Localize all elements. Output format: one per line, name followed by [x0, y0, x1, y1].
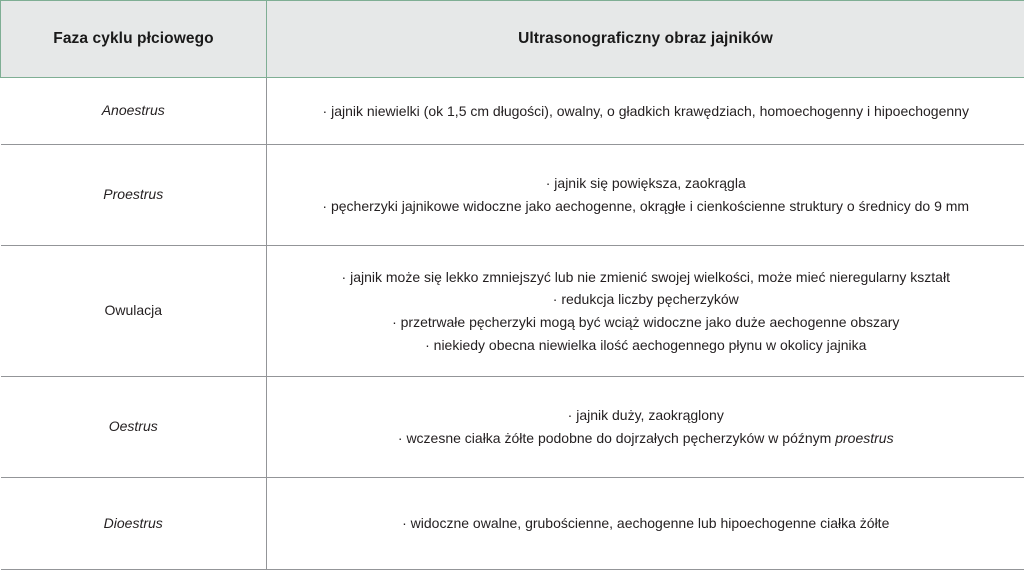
- table-row: [1, 78, 1024, 145]
- column-header-ultrasound-image: Ultrasonograficzny obraz jajników: [267, 1, 1024, 78]
- phase-label: Oestrus: [108, 418, 158, 435]
- description-lines: [279, 100, 1013, 123]
- table-body: [1, 78, 1024, 570]
- table-row: [1, 145, 1024, 246]
- description-line: · jajnik się powiększa, zaokrągla: [545, 175, 746, 192]
- cell-phase: [1, 246, 267, 377]
- cell-description: [267, 377, 1024, 478]
- header-row: [1, 1, 1024, 78]
- description-line: · jajnik niewielki (ok 1,5 cm długości), owalny, o gładkich krawędziach, homoechogenny i hipoechogenny: [322, 102, 969, 119]
- cell-phase: [1, 145, 267, 246]
- description-line: · niekiedy obecna niewielka ilość aechogennego płynu w okolicy jajnika: [425, 336, 867, 353]
- cell-description: [267, 246, 1024, 377]
- cell-phase: [1, 78, 267, 145]
- description-lines: [279, 512, 1013, 535]
- table-header: [1, 1, 1024, 78]
- column-header-phase: Faza cyklu płciowego: [1, 1, 267, 78]
- description-text: · wczesne ciałka żółte podobne do dojrzałych pęcherzyków w późnym: [397, 430, 836, 446]
- cell-description: [267, 145, 1024, 246]
- phase-label: Owulacja: [104, 302, 163, 319]
- phase-label: Anoestrus: [101, 102, 165, 119]
- phase-label: Dioestrus: [103, 514, 163, 531]
- latin-term: proestrus: [835, 430, 894, 446]
- description-line: · jajnik może się lekko zmniejszyć lub nie zmienić swojej wielkości, może mieć nieregularny kształt: [341, 268, 950, 285]
- cell-phase: [1, 478, 267, 570]
- description-line: · jajnik duży, zaokrąglony: [567, 407, 724, 424]
- table-row: [1, 246, 1024, 377]
- description-line: · redukcja liczby pęcherzyków: [552, 291, 739, 308]
- description-lines: [279, 404, 1013, 449]
- description-line: · przetrwałe pęcherzyki mogą być wciąż widoczne jako duże aechogenne obszary: [392, 314, 900, 330]
- description-line-rich: [279, 427, 1013, 450]
- phase-label: Proestrus: [103, 186, 164, 203]
- description-line: · widoczne owalne, grubościenne, aechogenne lub hipoechogenne ciałka żółte: [402, 515, 890, 532]
- table-row: [1, 377, 1024, 478]
- cell-description: [267, 478, 1024, 570]
- description-lines: [279, 266, 1013, 357]
- table-row: [1, 478, 1024, 570]
- description-line: · pęcherzyki jajnikowe widoczne jako aechogenne, okrągłe i cienkościenne struktury o średnicy do 9 mm: [322, 198, 970, 214]
- description-lines: [279, 172, 1013, 217]
- cell-phase: [1, 377, 267, 478]
- cell-description: [267, 78, 1024, 145]
